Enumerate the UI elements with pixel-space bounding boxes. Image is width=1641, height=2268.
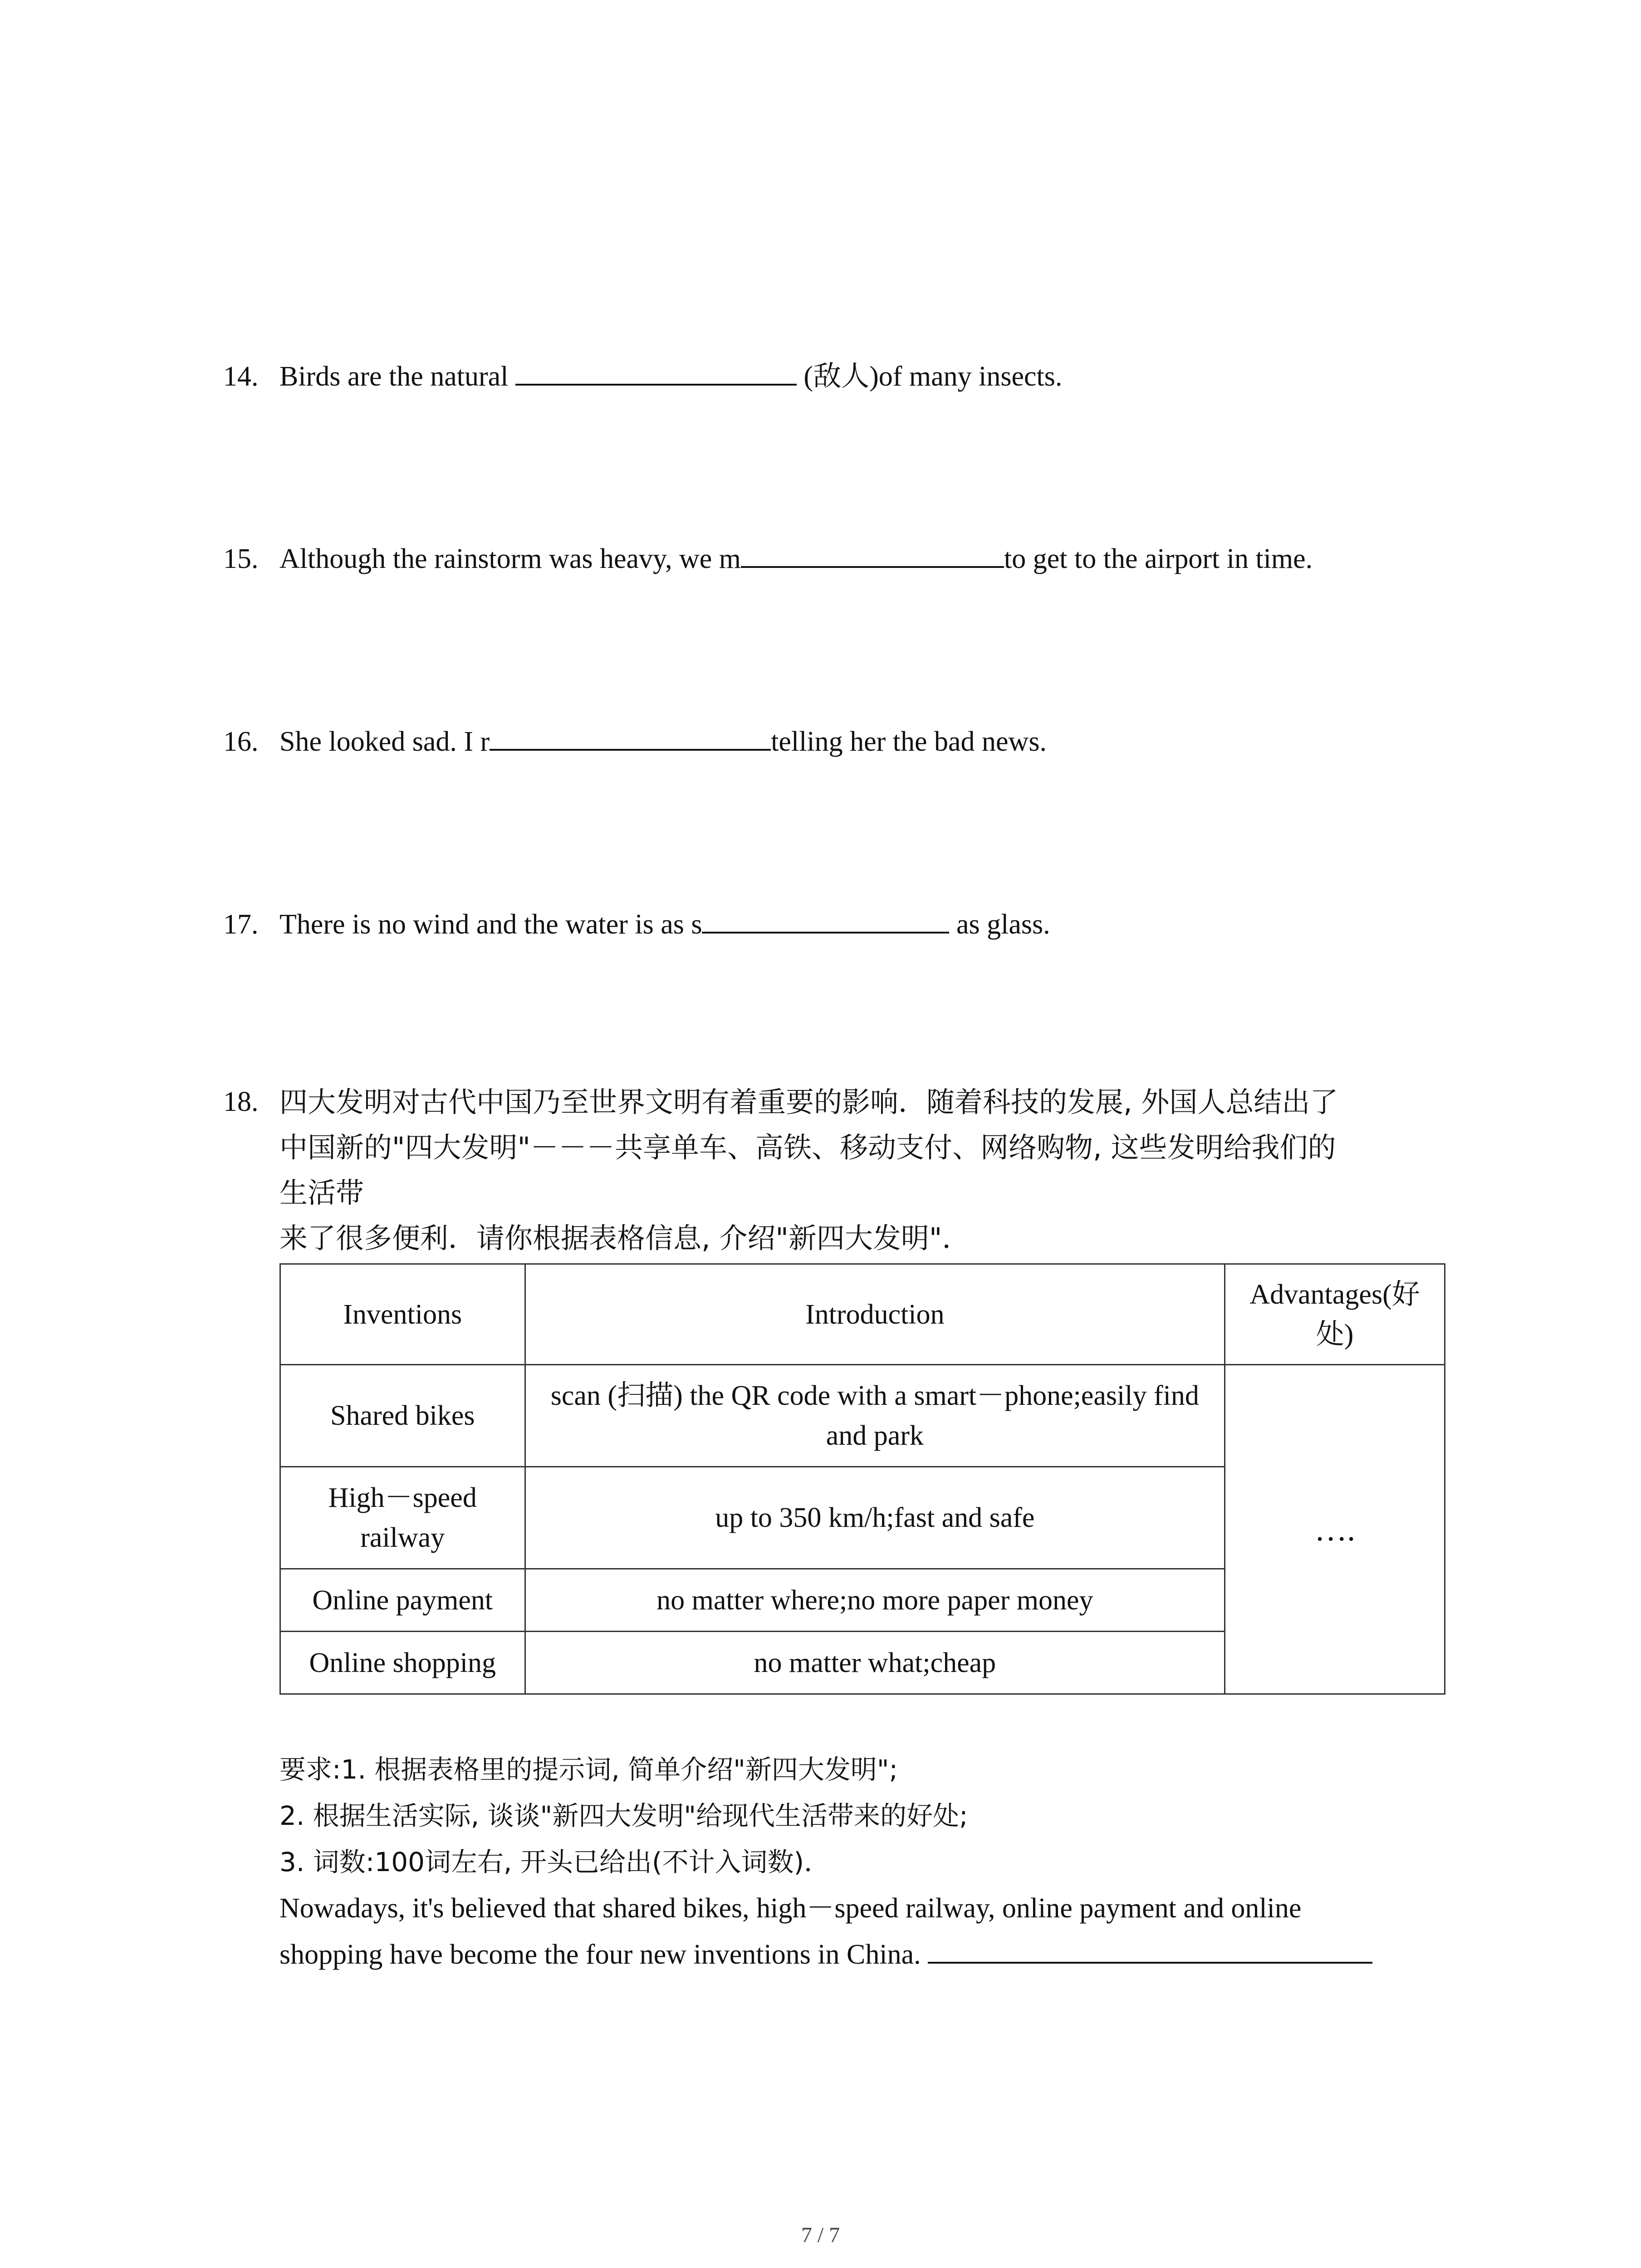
answer-blank[interactable] [702,906,949,934]
essay-opening-line-2: shopping have become the four new inventions in China. [279,1939,928,1970]
answer-blank[interactable] [515,358,797,386]
introduction-cell: no matter what;cheap [525,1632,1225,1694]
question-number: 15. [223,543,259,574]
introduction-cell: up to 350 km/h;fast and safe [525,1467,1225,1569]
invention-cell: High－speed railway [280,1467,525,1569]
header-advantages: Advantages(好处) [1225,1264,1445,1365]
question-15 [223,541,1313,576]
table-row [280,1365,1445,1467]
question-text-before: There is no wind and the water is as s [279,909,702,940]
prompt-line: 来了很多便利．请你根据表格信息, 介绍"新四大发明"． [279,1222,970,1255]
essay-answer-blank[interactable] [928,1936,1372,1964]
table-header-row [280,1264,1445,1365]
header-introduction: Introduction [525,1264,1225,1365]
question-18-prompt [279,1080,1338,1261]
essay-opening-line-1: Nowadays, it's believed that shared bikes, high－speed railway, online payment and online [279,1893,1302,1924]
question-17 [223,906,1050,941]
advantages-cell: …. [1225,1365,1445,1694]
question-text-after: as glass. [949,909,1050,940]
prompt-line: 四大发明对古代中国乃至世界文明有着重要的影响．随着科技的发展, 外国人总结出了 [279,1085,1338,1119]
prompt-line: 中国新的"四大发明"－－－共享单车、高铁、移动支付、网络购物, 这些发明给我们的 [279,1131,1336,1164]
question-number: 18. [223,1086,259,1117]
question-text-after: telling her the bad news. [771,726,1047,757]
writing-requirements [279,1746,1372,1978]
question-text-before: She looked sad. I r [279,726,490,757]
prompt-line: 生活带 [279,1176,364,1209]
inventions-table [279,1263,1445,1695]
introduction-cell: no matter where;no more paper money [525,1569,1225,1632]
question-number: 16. [223,726,259,757]
question-text-before: Birds are the natural [279,361,515,392]
question-text-after: (敌人)of many insects. [796,361,1063,392]
page-number: 7 / 7 [801,2223,840,2247]
invention-cell: Online payment [280,1569,525,1632]
question-18-number [223,1085,279,1119]
introduction-cell: scan (扫描) the QR code with a smart－phone;easily find and park [525,1365,1225,1467]
invention-cell: Online shopping [280,1632,525,1694]
requirement-1: 要求:1. 根据表格里的提示词, 简单介绍"新四大发明"; [279,1754,898,1785]
question-text-before: Although the rainstorm was heavy, we m [279,543,741,574]
header-inventions: Inventions [280,1264,525,1365]
requirement-3: 3. 词数:100词左右, 开头已给出(不计入词数)． [279,1847,831,1877]
question-16 [223,723,1047,758]
question-text-after: to get to the airport in time. [1004,543,1313,574]
answer-blank[interactable] [490,723,771,751]
question-number: 14. [223,361,259,392]
invention-cell: Shared bikes [280,1365,525,1467]
requirement-2: 2. 根据生活实际, 谈谈"新四大发明"给现代生活带来的好处; [279,1800,968,1831]
answer-blank[interactable] [741,541,1004,568]
question-number: 17. [223,909,259,940]
question-14 [223,358,1062,393]
